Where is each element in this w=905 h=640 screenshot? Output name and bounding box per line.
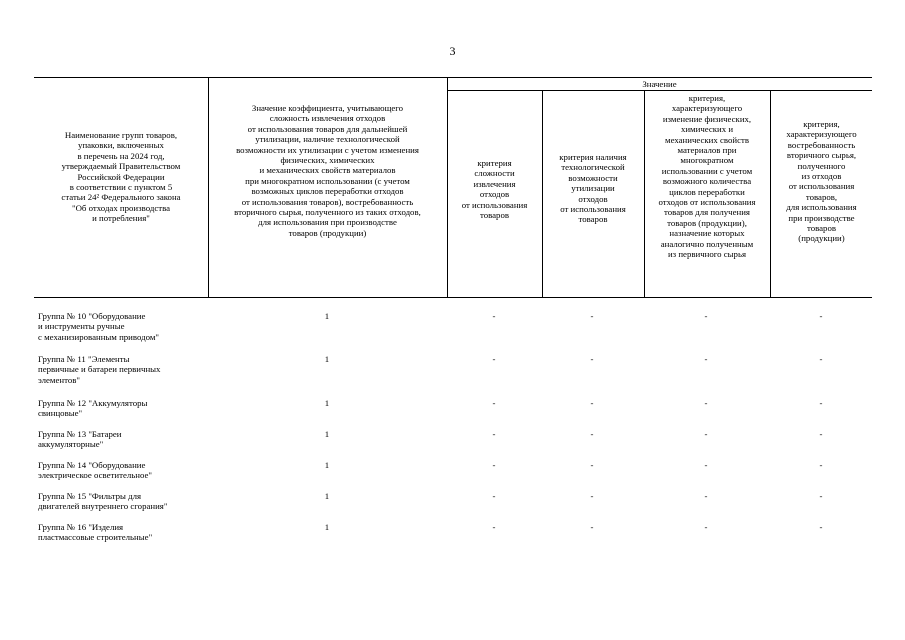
row-criterion-1: - (492, 311, 496, 321)
row-criterion-3: - (704, 522, 708, 532)
row-criterion-3: - (704, 398, 708, 408)
header-value-group: Значение (642, 79, 677, 89)
row-coefficient: 1 (324, 311, 330, 321)
header-bottom-rule (34, 297, 872, 298)
row-criterion-2: - (590, 429, 594, 439)
header-group-name: Наименование групп товаров, упаковки, включенных в перечень на 2024 год, утверждаемый Правительством Российской Федерации в соответствии с пунктом 5 статьи 24² Федерального закона "Об отходах производства и потребления" (61, 130, 181, 224)
row-coefficient: 1 (324, 429, 330, 439)
page-number: 3 (449, 44, 456, 58)
row-criterion-1: - (492, 491, 496, 501)
row-criterion-4: - (819, 522, 823, 532)
row-coefficient: 1 (324, 354, 330, 364)
row-group-name: Группа № 16 "Изделия пластмассовые строительные" (38, 522, 153, 543)
row-coefficient: 1 (324, 460, 330, 470)
row-group-name: Группа № 13 "Батареи аккумуляторные" (38, 429, 122, 450)
header-criterion-properties: критерия, характеризующего изменение физических, химических и механических свойств материалов при многократном использовании с учетом возможного количества циклов переработки отходов от использования товаров для получения товаров (продукции), назначение которых аналогично полученным из первичного сырья (658, 93, 756, 260)
row-criterion-4: - (819, 491, 823, 501)
row-group-name: Группа № 12 "Аккумуляторы свинцовые" (38, 398, 148, 419)
header-criterion-demand: критерия, характеризующего востребованность вторичного сырья, полученного из отходов от использования товаров, для использования при производстве товаров (продукции) (786, 119, 857, 244)
row-coefficient: 1 (324, 398, 330, 408)
row-criterion-2: - (590, 354, 594, 364)
row-criterion-4: - (819, 460, 823, 470)
row-group-name: Группа № 14 "Оборудование электрическое осветительное" (38, 460, 152, 481)
header-criterion-extraction: критерия сложности извлечения отходов от использования товаров (461, 158, 528, 221)
row-criterion-1: - (492, 460, 496, 470)
row-group-name: Группа № 10 "Оборудование и инструменты ручные с механизированным приводом" (38, 311, 159, 342)
header-coefficient: Значение коэффициента, учитывающего сложность извлечения отходов от использования товаров для дальнейшей утилизации, наличие технологической возможности их утилизации с учетом изменения физических, химических и механических свойств материалов при многократном использовании (с учетом возможных циклов переработки отходов от использования товаров), востребованность вторичного сырья, полученного из таких отходов, для использования при производстве товаров (продукции) (234, 103, 421, 238)
table-top-rule (34, 77, 872, 78)
row-criterion-3: - (704, 491, 708, 501)
row-criterion-2: - (590, 398, 594, 408)
value-group-rule (447, 90, 872, 91)
row-criterion-4: - (819, 311, 823, 321)
row-criterion-3: - (704, 354, 708, 364)
col-divider-1 (208, 77, 209, 297)
row-criterion-1: - (492, 354, 496, 364)
header-criterion-technology: критерия наличия технологической возможности утилизации отходов от использования товаров (559, 152, 627, 225)
row-criterion-3: - (704, 460, 708, 470)
row-group-name: Группа № 11 "Элементы первичные и батареи первичных элементов" (38, 354, 161, 385)
row-criterion-1: - (492, 398, 496, 408)
row-criterion-2: - (590, 460, 594, 470)
row-criterion-2: - (590, 491, 594, 501)
row-criterion-3: - (704, 429, 708, 439)
row-criterion-4: - (819, 429, 823, 439)
row-criterion-1: - (492, 429, 496, 439)
row-criterion-3: - (704, 311, 708, 321)
row-group-name: Группа № 15 "Фильтры для двигателей внутреннего сгорания" (38, 491, 168, 512)
row-criterion-2: - (590, 522, 594, 532)
row-coefficient: 1 (324, 491, 330, 501)
row-criterion-4: - (819, 354, 823, 364)
row-criterion-2: - (590, 311, 594, 321)
row-coefficient: 1 (324, 522, 330, 532)
row-criterion-4: - (819, 398, 823, 408)
row-criterion-1: - (492, 522, 496, 532)
